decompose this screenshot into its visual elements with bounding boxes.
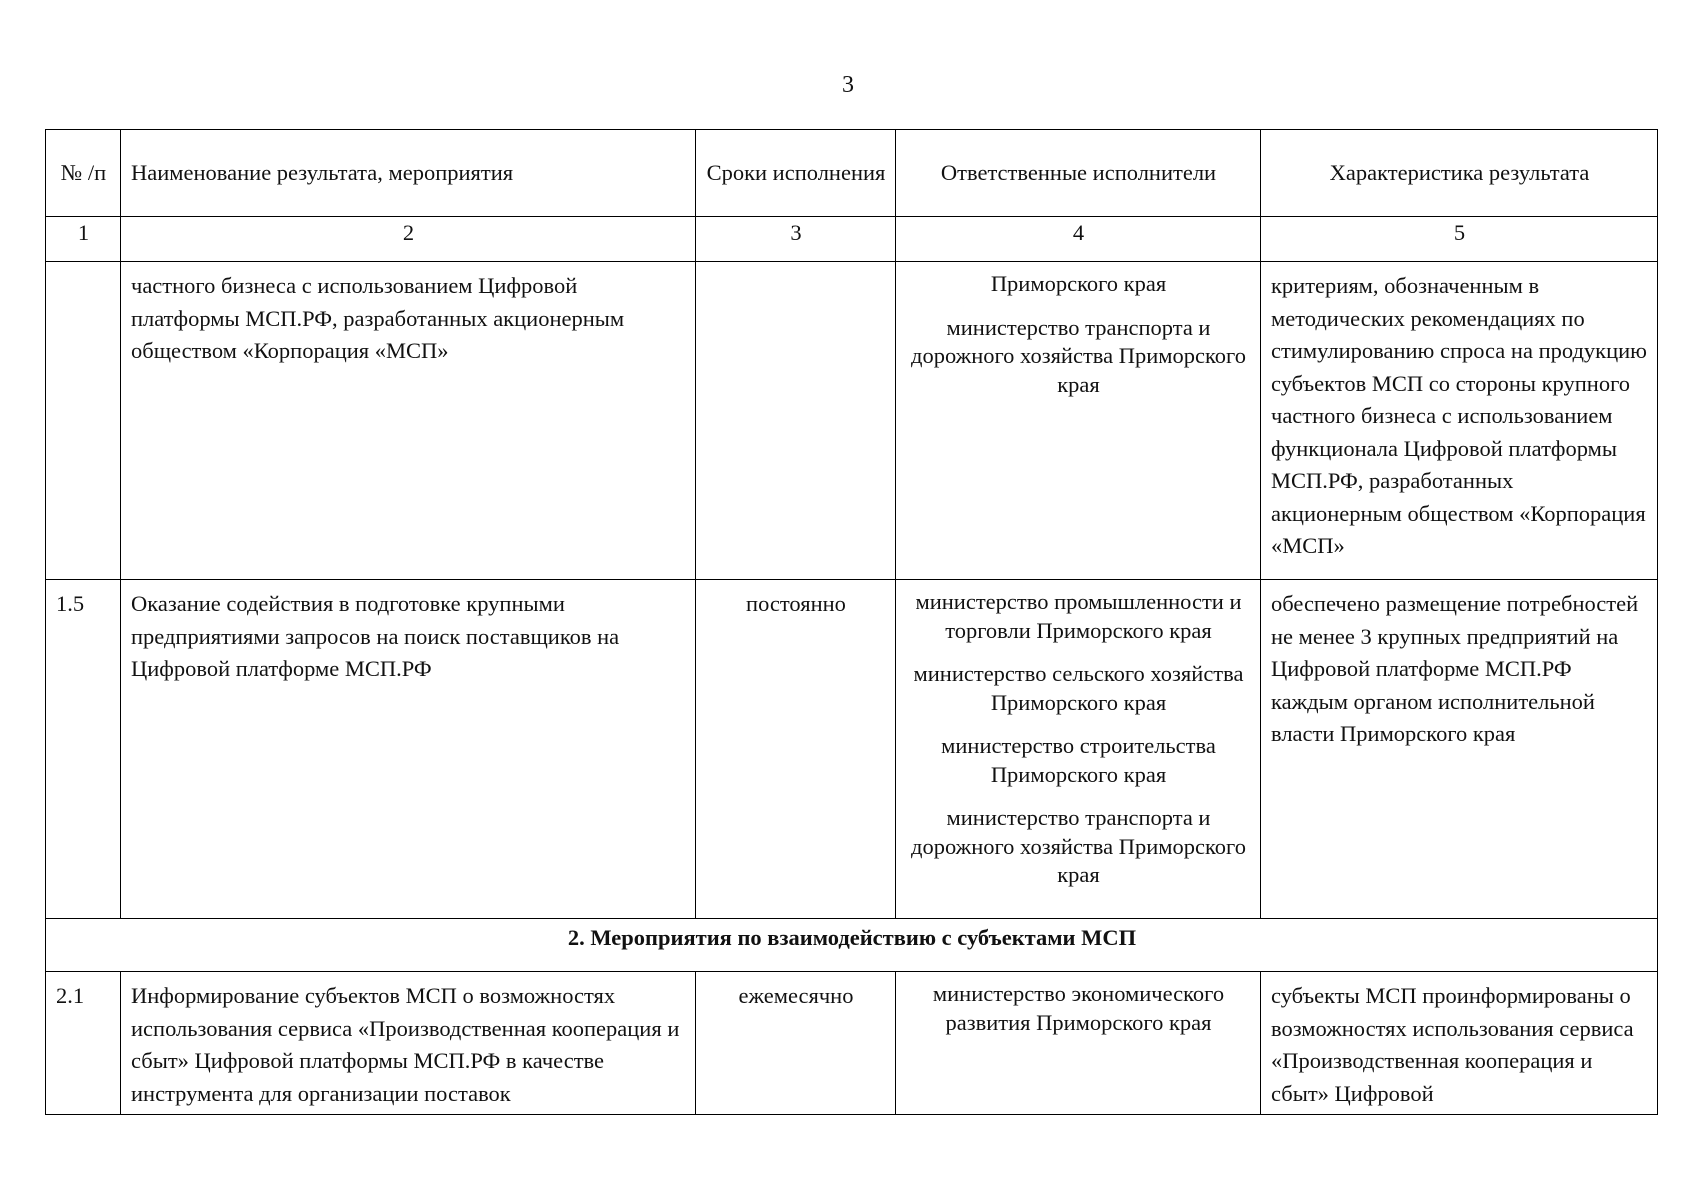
row-result: критериям, обозначенным в методических рекомендациях по стимулированию спроса на продукцию субъектов МСП со стороны крупного частного бизнеса с использованием функционала Цифровой платформы МСП.РФ, разработанных акционерным обществом «Корпорация «МСП» [1261,262,1658,580]
executor: министерство строительства Приморского края [941,733,1216,787]
header-number: № /п [46,130,121,217]
section-title: 2. Мероприятия по взаимодействию с субъектами МСП [46,919,1658,972]
row-number [46,262,121,580]
column-number: 1 [46,217,121,262]
row-executors [896,262,1261,580]
row-name: Оказание содействия в подготовке крупными предприятиями запросов на поиск поставщиков на Цифровой платформе МСП.РФ [121,580,696,919]
header-deadline: Сроки исполнения [696,130,896,217]
header-executors: Ответственные исполнители [896,130,1261,217]
column-number: 4 [896,217,1261,262]
table-row [46,580,1658,919]
row-executors [896,972,1261,1115]
row-deadline: постоянно [696,580,896,919]
executor: Приморского края [990,271,1167,296]
row-deadline: ежемесячно [696,972,896,1115]
executor: министерство экономического развития Приморского края [932,981,1225,1035]
header-result: Характеристика результата [1261,130,1658,217]
row-number: 1.5 [46,580,121,919]
section-row [46,919,1658,972]
page-number: 3 [842,72,854,98]
column-number: 5 [1261,217,1658,262]
executor: министерство транспорта и дорожного хозяйства Приморского края [911,314,1246,397]
column-number: 3 [696,217,896,262]
table-row [46,972,1658,1115]
header-name: Наименование результата, мероприятия [121,130,696,217]
measures-table [45,129,1658,1115]
executor: министерство сельского хозяйства Приморского края [913,661,1244,715]
row-executors [896,580,1261,919]
row-name: частного бизнеса с использованием Цифровой платформы МСП.РФ, разработанных акционерным обществом «Корпорация «МСП» [121,262,696,580]
row-result: субъекты МСП проинформированы о возможностях использования сервиса «Производственная кооперация и сбыт» Цифровой [1261,972,1658,1115]
table-row [46,262,1658,580]
row-result: обеспечено размещение потребностей не менее 3 крупных предприятий на Цифровой платформе МСП.РФ каждым органом исполнительной власти Приморского края [1261,580,1658,919]
column-number: 2 [121,217,696,262]
row-number: 2.1 [46,972,121,1115]
executor: министерство транспорта и дорожного хозяйства Приморского края [911,805,1246,887]
row-deadline [696,262,896,580]
table-header-row [46,130,1658,217]
column-number-row [46,217,1658,262]
executor: министерство промышленности и торговли Приморского края [915,589,1242,643]
row-name: Информирование субъектов МСП о возможностях использования сервиса «Производственная кооперация и сбыт» Цифровой платформы МСП.РФ в качестве инструмента для организации поставок [121,972,696,1115]
